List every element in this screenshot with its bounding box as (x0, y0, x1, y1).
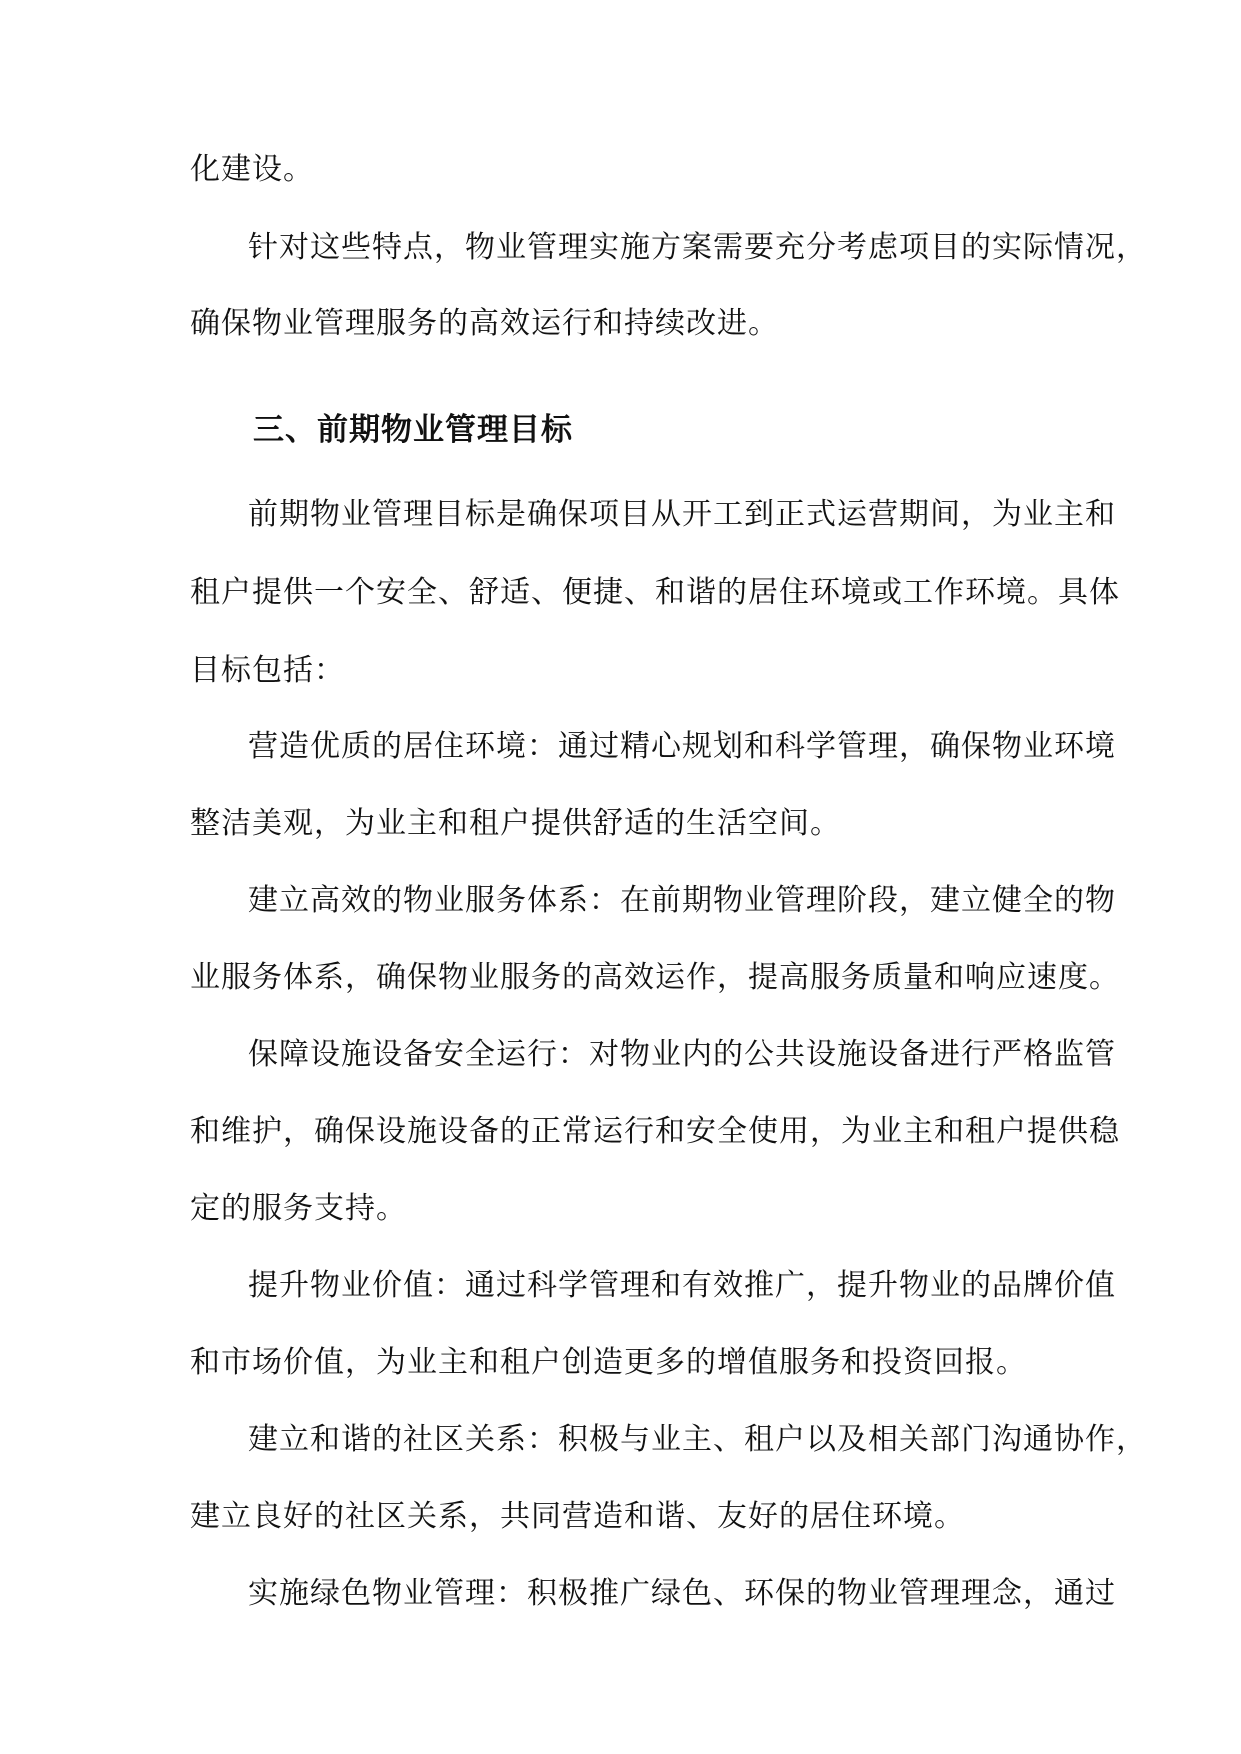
paragraph-line: 确保物业管理服务的高效运行和持续改进。 (190, 306, 779, 341)
paragraph-line: 建立高效的物业服务体系：在前期物业管理阶段，建立健全的物 (248, 883, 1116, 918)
paragraph-line: 营造优质的居住环境：通过精心规划和科学管理，确保物业环境 (248, 729, 1116, 764)
paragraph-line: 实施绿色物业管理：积极推广绿色、环保的物业管理理念，通过 (248, 1576, 1116, 1611)
paragraph-line: 提升物业价值：通过科学管理和有效推广，提升物业的品牌价值 (248, 1268, 1116, 1303)
paragraph-line: 和维护，确保设施设备的正常运行和安全使用，为业主和租户提供稳 (190, 1114, 1120, 1149)
paragraph-line: 化建设。 (190, 152, 314, 187)
paragraph-line: 业服务体系，确保物业服务的高效运作，提高服务质量和响应速度。 (190, 960, 1120, 995)
paragraph-line: 目标包括： (190, 653, 345, 688)
paragraph-line: 定的服务支持。 (190, 1191, 407, 1226)
paragraph-line: 前期物业管理目标是确保项目从开工到正式运营期间，为业主和 (248, 497, 1116, 532)
paragraph-line: 和市场价值，为业主和租户创造更多的增值服务和投资回报。 (190, 1345, 1027, 1380)
paragraph-line: 针对这些特点，物业管理实施方案需要充分考虑项目的实际情况， (248, 230, 1147, 265)
paragraph-line: 建立良好的社区关系，共同营造和谐、友好的居住环境。 (190, 1499, 965, 1534)
paragraph-line: 建立和谐的社区关系：积极与业主、租户以及相关部门沟通协作， (248, 1422, 1147, 1457)
section-heading: 三、前期物业管理目标 (253, 412, 573, 448)
paragraph-line: 租户提供一个安全、舒适、便捷、和谐的居住环境或工作环境。具体 (190, 575, 1120, 610)
paragraph-line: 保障设施设备安全运行：对物业内的公共设施设备进行严格监管 (248, 1037, 1116, 1072)
paragraph-line: 整洁美观，为业主和租户提供舒适的生活空间。 (190, 806, 841, 841)
